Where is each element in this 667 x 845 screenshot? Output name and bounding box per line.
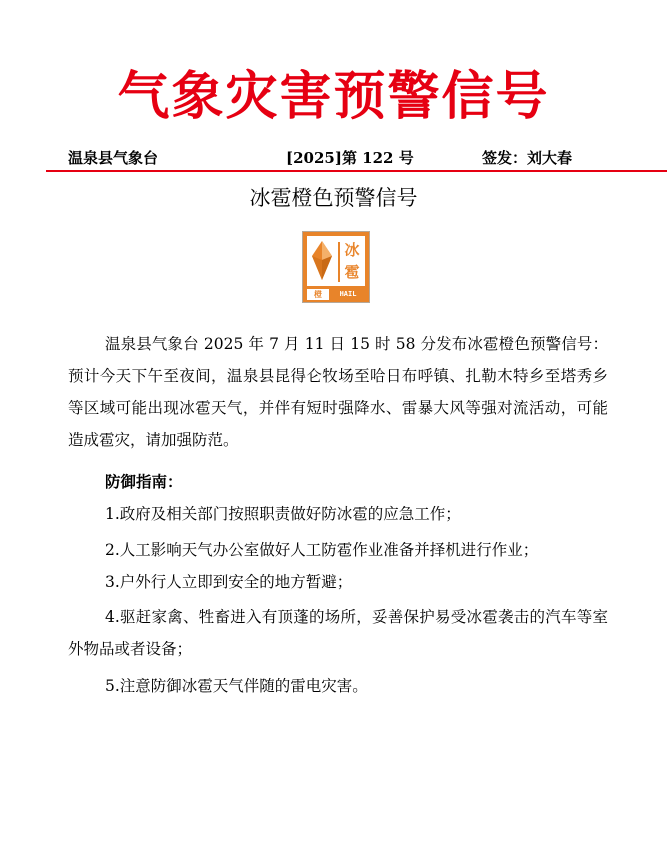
guide-item: 2.人工影响天气办公室做好人工防雹作业准备并择机进行作业； — [105, 541, 539, 559]
issuing-organization: 温泉县气象台 — [68, 149, 159, 167]
guide-item: 3.户外行人立即到安全的地方暂避； — [105, 573, 353, 591]
icon-panel — [307, 236, 365, 286]
red-divider-line — [46, 170, 667, 172]
hail-stone-icon — [307, 236, 337, 286]
guide-item: 5.注意防御冰雹天气伴随的雷电灾害。 — [105, 677, 368, 695]
icon-char-bing: 冰 — [344, 241, 360, 259]
hail-orange-warning-icon — [302, 231, 370, 303]
defense-guide-heading: 防御指南： — [105, 472, 183, 491]
guide-item: 4.驱赶家禽、牲畜进入有顶蓬的场所，妥善保护易受冰雹袭击的汽车等室外物品或者设备； — [68, 608, 608, 658]
icon-char-bao: 雹 — [344, 263, 360, 281]
signer: 签发：刘大春 — [482, 149, 573, 167]
document-title: 冰雹橙色预警信号 — [249, 186, 418, 210]
icon-english-label: HAIL — [339, 290, 357, 298]
document-number: [2025]第 122 号 — [286, 149, 414, 167]
guide-item: 1.政府及相关部门按照职责做好防冰雹的应急工作； — [105, 505, 461, 523]
warning-paragraph: 温泉县气象台 2025 年 7 月 11 日 15 时 58 分发布冰雹橙色预警信号：预计今天下午至夜间，温泉县昆得仑牧场至哈日布呼镇、扎勒木特乡至塔秀乡等区域可能出现冰雹天气，并伴有短时强降水、雷暴大风等强对流活动，可能造成雹灾，请加强防范。 — [68, 335, 608, 449]
icon-divider — [338, 242, 340, 282]
masthead-title: 气象灾害预警信号 — [117, 67, 550, 127]
icon-level-char: 橙 — [307, 289, 329, 300]
